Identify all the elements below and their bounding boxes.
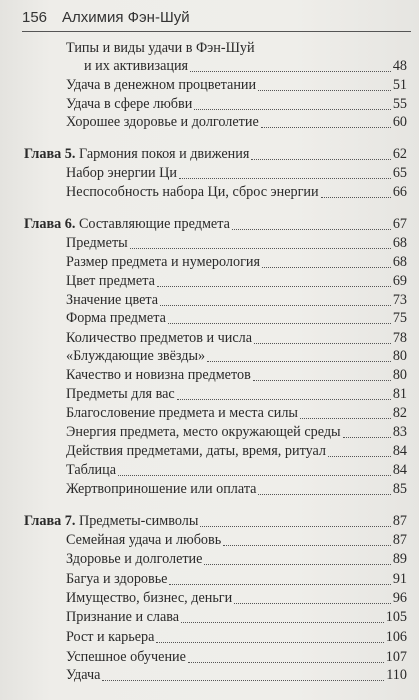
entry-page-number: 106 [385,629,407,645]
entry-page-number: 110 [386,667,407,683]
entry-text: Успешное обучение [66,649,186,665]
entry-title [66,480,256,498]
entry-text: Цвет предмета [66,273,155,289]
toc-entry [0,666,419,684]
entry-text: Форма предмета [66,310,166,326]
entry-text: Удача в сфере любви [66,96,193,112]
entry-title [84,57,188,75]
entry-text: Рост и карьера [66,629,155,645]
entry-text: Предметы для вас [66,386,175,402]
dot-leader [160,287,391,306]
entry-text: Размер предмета и нумерология [66,254,261,270]
dot-leader [181,604,384,623]
entry-text: Количество предметов и числа [66,330,253,346]
dot-leader [207,343,391,362]
dot-leader [168,305,391,324]
dot-leader [157,268,391,287]
entry-page-number: 78 [392,330,407,346]
entry-text: Благословение предмета и места силы [66,405,298,421]
entry-page-number: 65 [392,165,407,181]
dot-leader [232,211,391,230]
dot-leader [253,362,391,381]
dot-leader [156,624,384,643]
dot-leader [194,91,391,110]
dot-leader [179,160,391,179]
toc-entry [0,113,419,131]
entry-text: Гармония покоя и движения [78,146,250,162]
entry-text: Составляющие предмета [78,216,230,232]
entry-text: Багуа и здоровье [66,571,168,587]
entry-title [66,423,341,441]
entry-page-number: 107 [385,649,407,665]
entry-page-number: 84 [392,443,407,459]
entry-text: Набор энергии Ци [66,165,177,181]
dot-leader [343,419,391,438]
entry-text: Имущество, бизнес, деньги [66,590,233,606]
running-title: Алхимия Фэн-Шуй [62,9,190,26]
dot-leader [169,566,391,585]
entry-title [24,512,198,530]
chapter-label: Глава 5. [24,146,76,162]
entry-title [66,347,205,365]
dot-leader [102,662,384,681]
entry-page-number: 87 [392,513,407,529]
entry-page-number: 75 [392,310,407,326]
entry-page-number: 48 [392,58,407,74]
dot-leader [200,508,391,527]
dot-leader [130,230,391,249]
entry-text: Семейная удача и любовь [66,532,222,548]
entry-title [66,404,298,422]
dot-leader [258,476,391,495]
entry-text: Энергия предмета, место окружающей среды [66,424,341,440]
entry-title [66,164,177,182]
entry-title [66,666,100,684]
dot-leader [177,381,391,400]
entry-page-number: 81 [392,386,407,402]
dot-leader [251,141,391,160]
chapter-label: Глава 7. [24,513,76,529]
entry-title [66,570,167,588]
dot-leader [300,400,391,419]
entry-title [66,272,155,290]
entry-page-number: 85 [392,481,407,497]
toc-entry [0,480,419,498]
entry-page-number: 91 [392,571,407,587]
entry-text: Неспособность набора Ци, сброс энергии [66,184,319,200]
entry-text: Предметы-символы [78,513,199,529]
entry-page-number: 73 [392,292,407,308]
entry-page-number: 68 [392,254,407,270]
dot-leader [188,644,384,663]
dot-leader [258,72,391,91]
entry-page-number: 55 [392,96,407,112]
dot-leader [328,438,391,457]
chapter-label: Глава 6. [24,216,76,232]
entry-text: Предметы [66,235,128,251]
entry-page-number: 69 [392,273,407,289]
entry-page-number: 60 [392,114,407,130]
dot-leader [261,109,391,128]
entry-text: Качество и новизна предметов [66,367,251,383]
entry-text: Здоровье и долголетие [66,551,203,567]
entry-text: Жертвоприношение или оплата [66,481,257,497]
dot-leader [321,179,391,198]
entry-text: Типы и виды удачи в Фэн-Шуй [66,40,255,56]
entry-text: Признание и слава [66,609,180,625]
entry-text: Действия предметами, даты, время, ритуал [66,443,326,459]
entry-title [66,234,128,252]
entry-title [66,628,154,646]
entry-title [66,309,166,327]
entry-text: Хорошее здоровье и долголетие [66,114,259,130]
entry-page-number: 87 [392,532,407,548]
entry-page-number: 80 [392,348,407,364]
entry-text: Таблица [66,462,117,478]
page-number: 156 [22,9,48,26]
dot-leader [262,249,391,268]
entry-text: Удача [66,667,101,683]
entry-page-number: 83 [392,424,407,440]
entry-title [66,531,221,549]
dot-leader [118,457,391,476]
entry-text: и их активизация [84,58,189,74]
entry-page-number: 62 [392,146,407,162]
entry-page-number: 82 [392,405,407,421]
entry-page-number: 84 [392,462,407,478]
entry-page-number: 67 [392,216,407,232]
dot-leader [223,527,391,546]
entry-title [66,95,192,113]
entry-title [66,183,319,201]
entry-page-number: 51 [392,77,407,93]
dot-leader [234,585,391,604]
entry-text: Значение цвета [66,292,159,308]
entry-text: «Блуждающие звёзды» [66,348,206,364]
entry-page-number: 105 [385,609,407,625]
entry-title [66,385,175,403]
dot-leader [254,325,391,344]
entry-title [66,113,259,131]
entry-page-number: 68 [392,235,407,251]
entry-text: Удача в денежном процветании [66,77,257,93]
entry-page-number: 89 [392,551,407,567]
entry-page-number: 66 [392,184,407,200]
entry-page-number: 80 [392,367,407,383]
entry-page-number: 96 [392,590,407,606]
dot-leader [204,546,391,565]
entry-title [66,291,158,309]
toc-entry [0,183,419,201]
entry-title [66,461,116,479]
dot-leader [190,53,391,72]
